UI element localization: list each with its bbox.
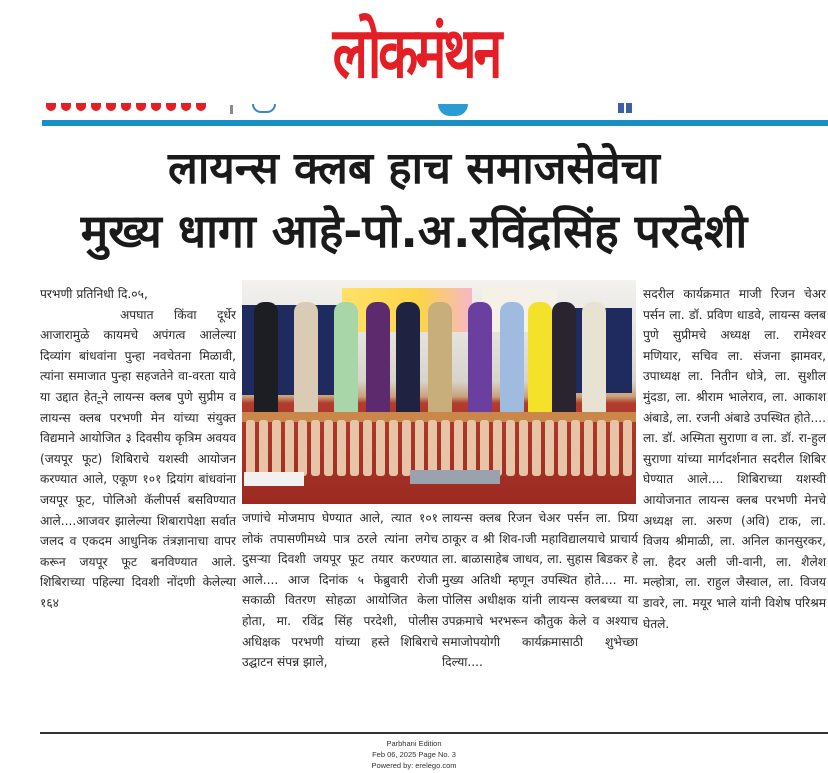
photo-floor-items xyxy=(242,470,636,490)
article-paragraph: लायन्स क्लब रिजन चेअर पर्सन ला. प्रिया ठाकूर व श्री शिव-ाजी महाविद्यालयाचे प्राचार्य ला. बाळासाहेब जाधव, ला. सुहास बिडकर हे मुख्य अतिथी म्हणून उपस्थित होते.... मा. पोलिस अधीक्षक यांनी लायन्स क्लबच्या या उपक्रमाचे भरभरून कौतुक केले व अश्याच समाजोपयोगी कार्यक्रमासाठी शुभेच्छा दिल्या.... xyxy=(442,511,638,670)
photo-person xyxy=(254,302,278,414)
article-column-3 xyxy=(442,508,638,673)
cropped-web-address-strip xyxy=(46,103,206,111)
article-paragraph: जणांचे मोजमाप घेण्यात आले, त्यात १०१ लोकं तपासणीमध्ये पात्र ठरले त्यांना लगेच दुसऱ्या दिवशी जयपूर फूट तयार करण्यात आले.... आज दिनांक ५ फेब्रुवारी रोजी सकाळी वितरण सोहळा आयोजित केला होता, मा. रविंद्र सिंह परदेशी, पोलीस अधिक्षक परभणी यांच्या हस्ते शिबिराचे उद्घाटन संपन्न झाले, xyxy=(242,511,438,670)
page-footer xyxy=(0,738,828,771)
logo-smile-icon xyxy=(438,104,468,116)
article-body xyxy=(40,284,828,714)
newspaper-logo: लोकमंथन xyxy=(332,12,500,94)
article-column-2 xyxy=(242,508,438,673)
footer-rule xyxy=(40,732,828,734)
article-headline xyxy=(0,138,828,262)
photo-person xyxy=(582,302,606,414)
photo-person xyxy=(500,302,524,414)
article-column-4 xyxy=(643,284,826,634)
photo-person xyxy=(396,302,420,414)
article-column-1 xyxy=(40,284,236,614)
headline-line-1: लायन्स क्लब हाच समाजसेवेचा xyxy=(168,143,660,194)
globe-icon xyxy=(252,104,276,113)
photo-person xyxy=(552,302,576,414)
photo-person xyxy=(366,302,390,414)
article-photo xyxy=(242,280,636,504)
dateline: परभणी प्रतिनिधी दि.०५, xyxy=(40,287,148,301)
photo-person xyxy=(468,302,492,414)
masthead xyxy=(0,0,828,125)
photo-person xyxy=(294,302,318,414)
edition-label: Parbhani Edition xyxy=(386,739,442,748)
article-paragraph: सदरील कार्यक्रमात माजी रिजन चेअर पर्सन ला. डॉ. प्रविण धाडवे, लायन्स क्लब पुणे सुप्रीमचे अध्यक्ष ला. रामेश्वर मणियार, सचिव ला. संजना झामवर, उपाध्यक्ष ला. नितीन धोत्रे, ला. सुशील मुंदडा, ला. श्रीराम भालेराव, ला. आकाश अंबाडे, ला. रजनी अंबाडे उपस्थित होते.... ला. डॉ. अस्मिता सुराणा व ला. डॉ. रा-हुल सुराणा यांच्या मार्गदर्शनात सदरील शिबिर घेण्यात आले.... शिबिराच्या यशस्वी आयोजनात लायन्स क्लब परभणी मेनचे अध्यक्ष ला. अरुण (अवि) टाक, ला. विजय श्रीमाळी, ला. अनिल कानसुरकर, ला. हैदर अली जी-वानी, ला. शैलेश मल्होत्रा, ला. राहुल जैस्वाल, ला. विजय डावरे, ला. मयूर भाले यांनी विशेष परिश्रम घेतले. xyxy=(643,287,826,631)
strip-separator xyxy=(230,105,233,114)
photo-person xyxy=(428,302,452,414)
facebook-icon xyxy=(618,103,632,113)
photo-person xyxy=(334,302,358,414)
date-page-label: Feb 06, 2025 Page No. 3 xyxy=(372,750,456,759)
headline-line-2: मुख्य धागा आहे-पो.अ.रविंद्रसिंह परदेशी xyxy=(80,204,748,258)
masthead-rule xyxy=(42,120,828,126)
photo-person xyxy=(528,302,552,414)
powered-by-label: Powered by: erelego.com xyxy=(371,761,457,770)
article-paragraph: अपघात किंवा दूर्धेर आजारामुळे कायमचे अपंगत्व आलेल्या दिव्यांग बांधवांना पुन्हा नवचेतना मिळावी, त्यांना समाजात पुन्हा सहजतेने वा-वरता यावे या उद्दात हेत-ूने लायन्स क्लब पुणे सुप्रीम व लायन्स क्लब परभणी मेन यांच्या संयुक्त विद्यमाने आयोजित ३ दिवसीय कृत्रिम अवयव (जयपूर फूट) शिबिराचे यशस्वी आयोजन करण्यात आले, एकूण १०१ द्रियांग बांधवांना जयपूर फूट, पोलिओ कॅलीपर्स बसविण्यात आले....आजवर झालेल्या शिबारापेक्षा सर्वात जलद व एकदम आधुनिक तंत्रज्ञानाचा वापर करून जयपूर फूट बनविण्यात आले. शिबिराच्या पहिल्या दिवशी नोंदणी केलेल्या १६४ xyxy=(40,307,236,610)
